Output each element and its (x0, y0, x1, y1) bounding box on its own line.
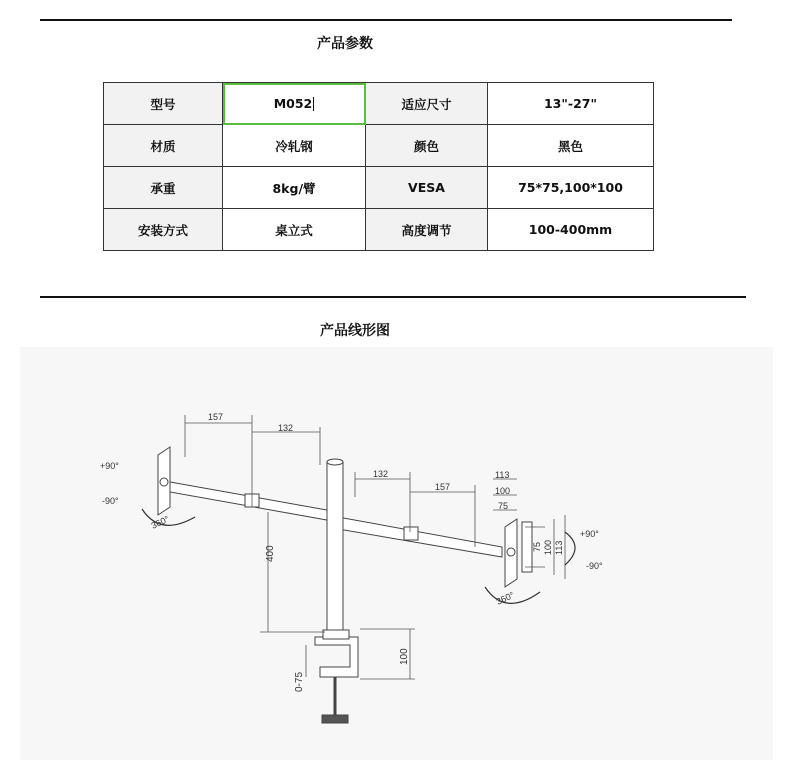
clamp-top (323, 630, 349, 639)
right-tilt-up: +90° (580, 529, 599, 539)
spec-value: 黑色 (488, 125, 654, 167)
table-row (104, 83, 654, 125)
pole (327, 462, 343, 637)
right-rotation-label: 360° (494, 589, 516, 607)
spec-value: 100-400mm (488, 209, 654, 251)
dim-left-inner: 132 (278, 423, 294, 433)
clamp-knob (322, 715, 348, 723)
spec-label: 高度调节 (366, 209, 488, 251)
table-row (104, 125, 654, 167)
spec-table (103, 82, 654, 251)
spec-label: VESA (366, 167, 488, 209)
dim-vesa-75: 75 (498, 501, 509, 511)
spec-value: 冷轧钢 (223, 125, 366, 167)
top-divider (40, 19, 732, 21)
spec-value: 75*75,100*100 (488, 167, 654, 209)
spec-value: 13"-27" (488, 83, 654, 125)
section-divider (40, 296, 746, 298)
dim-left-outer: 157 (208, 412, 224, 422)
spec-label: 型号 (104, 83, 223, 125)
side-dim-75: 75 (532, 541, 542, 552)
model-cell[interactable] (223, 83, 366, 125)
table-row (104, 167, 654, 209)
spec-label: 适应尺寸 (366, 83, 488, 125)
dim-clamp-height: 100 (399, 648, 410, 665)
params-heading: 产品参数 (317, 36, 373, 52)
dim-vesa-113: 113 (495, 470, 510, 480)
left-tilt-down: -90° (102, 496, 119, 506)
desk-clamp (315, 637, 358, 677)
drawing-heading: 产品线形图 (320, 323, 390, 339)
spec-label: 颜色 (366, 125, 488, 167)
left-vesa-hub (160, 478, 168, 486)
spec-label: 材质 (104, 125, 223, 167)
text-caret (313, 97, 314, 111)
left-tilt-up: +90° (100, 461, 119, 471)
right-vesa-hub (507, 548, 515, 556)
arm-joint (404, 527, 418, 540)
dim-clamp-range: 0-75 (294, 671, 305, 692)
spec-label: 安装方式 (104, 209, 223, 251)
right-tilt-down: -90° (586, 561, 603, 571)
dim-right-inner: 132 (373, 469, 389, 479)
dim-pole-height: 400 (265, 545, 276, 562)
monitor-arm-drawing (20, 347, 773, 760)
side-vesa-plate (522, 522, 532, 572)
dim-right-outer: 157 (435, 482, 451, 492)
spec-label: 承重 (104, 167, 223, 209)
side-dim-113: 113 (554, 540, 564, 555)
left-rotation-label: 360° (149, 513, 171, 531)
tilt-arc (565, 532, 575, 565)
spec-value: 桌立式 (223, 209, 366, 251)
side-dim-100: 100 (543, 539, 553, 555)
right-arm (338, 517, 502, 557)
dim-vesa-100: 100 (495, 486, 511, 496)
table-row (104, 209, 654, 251)
spec-value: 8kg/臂 (223, 167, 366, 209)
model-value: M052 (273, 95, 313, 111)
pole-cap (327, 459, 343, 465)
line-drawing (20, 347, 773, 760)
